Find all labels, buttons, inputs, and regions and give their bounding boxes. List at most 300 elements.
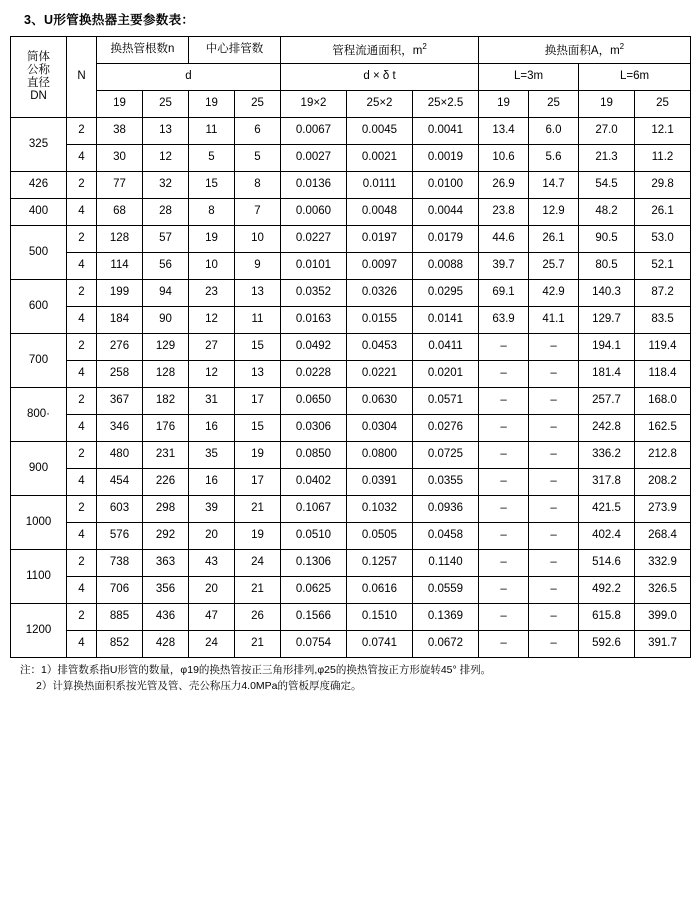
cell-heat-area-l6-19: 615.8: [579, 604, 635, 631]
cell-flow-area-25x2.5: 0.0041: [413, 118, 479, 145]
cell-heat-area-l6-19: 317.8: [579, 469, 635, 496]
cell-flow-area-19x2: 0.0101: [281, 253, 347, 280]
cell-heat-area-l3-25: –: [529, 442, 579, 469]
table-row: [11, 280, 691, 307]
cell-flow-area-25x2.5: 0.0100: [413, 172, 479, 199]
cell-flow-area-25x2.5: 0.0458: [413, 523, 479, 550]
header-flow-area: [281, 37, 479, 64]
cell-flow-area-19x2: 0.0492: [281, 334, 347, 361]
cell-flow-area-19x2: 0.1566: [281, 604, 347, 631]
cell-heat-area-l6-25: 273.9: [635, 496, 691, 523]
cell-flow-area-25x2: 0.0453: [347, 334, 413, 361]
header-n: N: [67, 37, 97, 118]
table-notes: [10, 663, 690, 695]
cell-heat-area-l6-25: 26.1: [635, 199, 691, 226]
cell-center-row-25: 7: [235, 199, 281, 226]
cell-heat-area-l3-19: –: [479, 631, 529, 658]
cell-heat-area-l3-25: –: [529, 577, 579, 604]
cell-center-row-19: 11: [189, 118, 235, 145]
cell-flow-area-19x2: 0.0754: [281, 631, 347, 658]
cell-heat-area-l6-25: 399.0: [635, 604, 691, 631]
cell-center-row-25: 21: [235, 577, 281, 604]
cell-flow-area-19x2: 0.0625: [281, 577, 347, 604]
cell-tube-count-19: 603: [97, 496, 143, 523]
table-body: [11, 118, 691, 658]
cell-heat-area-l3-19: 44.6: [479, 226, 529, 253]
cell-flow-area-25x2.5: 0.0559: [413, 577, 479, 604]
table-row: [11, 388, 691, 415]
cell-tube-count-25: 363: [143, 550, 189, 577]
cell-n: 2: [67, 172, 97, 199]
cell-heat-area-l6-25: 12.1: [635, 118, 691, 145]
cell-flow-area-25x2: 0.0155: [347, 307, 413, 334]
dn-line-1: 筒体: [27, 50, 50, 63]
cell-heat-area-l6-19: 21.3: [579, 145, 635, 172]
cell-center-row-19: 27: [189, 334, 235, 361]
cell-heat-area-l3-19: 26.9: [479, 172, 529, 199]
cell-heat-area-l6-25: 332.9: [635, 550, 691, 577]
header-sub-d: d: [97, 64, 281, 91]
cell-heat-area-l3-19: –: [479, 469, 529, 496]
cell-center-row-19: 16: [189, 469, 235, 496]
cell-n: 4: [67, 253, 97, 280]
cell-flow-area-19x2: 0.1306: [281, 550, 347, 577]
cell-center-row-19: 35: [189, 442, 235, 469]
cell-heat-area-l6-25: 212.8: [635, 442, 691, 469]
cell-heat-area-l3-19: –: [479, 604, 529, 631]
cell-flow-area-25x2.5: 0.0088: [413, 253, 479, 280]
table-row: [11, 442, 691, 469]
cell-tube-count-19: 68: [97, 199, 143, 226]
cell-heat-area-l6-19: 129.7: [579, 307, 635, 334]
table-row: [11, 577, 691, 604]
cell-flow-area-25x2: 0.0505: [347, 523, 413, 550]
cell-heat-area-l3-25: 42.9: [529, 280, 579, 307]
cell-n: 2: [67, 118, 97, 145]
cell-center-row-25: 15: [235, 334, 281, 361]
cell-heat-area-l6-19: 242.8: [579, 415, 635, 442]
cell-heat-area-l3-19: 13.4: [479, 118, 529, 145]
cell-center-row-19: 16: [189, 415, 235, 442]
cell-tube-count-19: 184: [97, 307, 143, 334]
header-tube-count: 换热管根数n: [97, 37, 189, 64]
cell-flow-area-25x2: 0.1510: [347, 604, 413, 631]
cell-center-row-19: 12: [189, 307, 235, 334]
cell-flow-area-25x2.5: 0.0672: [413, 631, 479, 658]
table-row: [11, 172, 691, 199]
cell-heat-area-l6-25: 119.4: [635, 334, 691, 361]
cell-flow-area-25x2: 0.1032: [347, 496, 413, 523]
header-dn: [11, 37, 67, 118]
flow-area-label: 管程流通面积，m: [332, 44, 423, 57]
header-col-6: 25×2.5: [413, 91, 479, 118]
cell-heat-area-l6-19: 421.5: [579, 496, 635, 523]
table-row: [11, 253, 691, 280]
cell-center-row-19: 10: [189, 253, 235, 280]
cell-n: 4: [67, 307, 97, 334]
cell-n: 4: [67, 469, 97, 496]
cell-center-row-19: 8: [189, 199, 235, 226]
cell-heat-area-l3-25: –: [529, 550, 579, 577]
cell-flow-area-25x2: 0.0097: [347, 253, 413, 280]
cell-heat-area-l6-19: 514.6: [579, 550, 635, 577]
cell-dn: 1000: [11, 496, 67, 550]
cell-heat-area-l6-19: 80.5: [579, 253, 635, 280]
cell-n: 4: [67, 523, 97, 550]
cell-heat-area-l3-25: 26.1: [529, 226, 579, 253]
cell-dn: 1100: [11, 550, 67, 604]
table-row: [11, 415, 691, 442]
cell-flow-area-25x2.5: 0.0179: [413, 226, 479, 253]
cell-tube-count-25: 129: [143, 334, 189, 361]
cell-flow-area-25x2: 0.0197: [347, 226, 413, 253]
cell-flow-area-25x2: 0.1257: [347, 550, 413, 577]
header-heat-area: [479, 37, 691, 64]
cell-flow-area-19x2: 0.0306: [281, 415, 347, 442]
cell-heat-area-l3-25: 5.6: [529, 145, 579, 172]
cell-heat-area-l3-19: –: [479, 388, 529, 415]
cell-heat-area-l6-25: 87.2: [635, 280, 691, 307]
cell-heat-area-l6-19: 402.4: [579, 523, 635, 550]
cell-tube-count-25: 292: [143, 523, 189, 550]
table-row: [11, 469, 691, 496]
cell-n: 4: [67, 631, 97, 658]
cell-n: 2: [67, 226, 97, 253]
cell-n: 2: [67, 604, 97, 631]
cell-tube-count-19: 30: [97, 145, 143, 172]
cell-tube-count-25: 12: [143, 145, 189, 172]
cell-center-row-25: 13: [235, 361, 281, 388]
cell-center-row-19: 5: [189, 145, 235, 172]
table-row: [11, 631, 691, 658]
cell-heat-area-l3-25: –: [529, 415, 579, 442]
cell-tube-count-25: 90: [143, 307, 189, 334]
cell-heat-area-l3-19: –: [479, 415, 529, 442]
header-sub-d-thickness: d × δ t: [281, 64, 479, 91]
cell-flow-area-25x2: 0.0391: [347, 469, 413, 496]
cell-heat-area-l3-25: 14.7: [529, 172, 579, 199]
cell-tube-count-19: 346: [97, 415, 143, 442]
cell-flow-area-19x2: 0.0163: [281, 307, 347, 334]
cell-flow-area-19x2: 0.1067: [281, 496, 347, 523]
cell-heat-area-l6-25: 11.2: [635, 145, 691, 172]
cell-dn: 400: [11, 199, 67, 226]
cell-flow-area-19x2: 0.0510: [281, 523, 347, 550]
cell-heat-area-l6-25: 208.2: [635, 469, 691, 496]
header-center-row-count: 中心排管数: [189, 37, 281, 64]
cell-heat-area-l6-25: 326.5: [635, 577, 691, 604]
cell-center-row-25: 5: [235, 145, 281, 172]
cell-tube-count-19: 706: [97, 577, 143, 604]
cell-heat-area-l6-25: 29.8: [635, 172, 691, 199]
cell-heat-area-l3-25: –: [529, 334, 579, 361]
cell-dn: 500: [11, 226, 67, 280]
table-row: [11, 550, 691, 577]
cell-dn: 800·: [11, 388, 67, 442]
cell-flow-area-19x2: 0.0027: [281, 145, 347, 172]
cell-center-row-25: 15: [235, 415, 281, 442]
header-row-columns: [11, 91, 691, 118]
cell-tube-count-25: 226: [143, 469, 189, 496]
cell-center-row-19: 47: [189, 604, 235, 631]
cell-heat-area-l3-25: 25.7: [529, 253, 579, 280]
cell-tube-count-25: 436: [143, 604, 189, 631]
cell-n: 4: [67, 361, 97, 388]
cell-n: 2: [67, 442, 97, 469]
cell-dn: 600: [11, 280, 67, 334]
cell-center-row-19: 20: [189, 577, 235, 604]
cell-n: 4: [67, 145, 97, 172]
cell-center-row-19: 23: [189, 280, 235, 307]
cell-flow-area-25x2.5: 0.0019: [413, 145, 479, 172]
header-row-groups: [11, 37, 691, 64]
cell-heat-area-l3-19: 63.9: [479, 307, 529, 334]
cell-flow-area-25x2: 0.0304: [347, 415, 413, 442]
cell-heat-area-l3-25: –: [529, 469, 579, 496]
cell-tube-count-25: 57: [143, 226, 189, 253]
cell-center-row-19: 20: [189, 523, 235, 550]
header-row-subgroups: [11, 64, 691, 91]
cell-heat-area-l6-19: 54.5: [579, 172, 635, 199]
cell-tube-count-25: 13: [143, 118, 189, 145]
cell-n: 4: [67, 577, 97, 604]
cell-center-row-25: 13: [235, 280, 281, 307]
cell-flow-area-19x2: 0.0067: [281, 118, 347, 145]
cell-heat-area-l6-19: 27.0: [579, 118, 635, 145]
cell-heat-area-l3-19: 10.6: [479, 145, 529, 172]
cell-n: 2: [67, 496, 97, 523]
cell-flow-area-19x2: 0.0352: [281, 280, 347, 307]
cell-center-row-19: 24: [189, 631, 235, 658]
header-col-4: 19×2: [281, 91, 347, 118]
cell-heat-area-l3-25: 41.1: [529, 307, 579, 334]
cell-flow-area-25x2: 0.0800: [347, 442, 413, 469]
cell-tube-count-19: 114: [97, 253, 143, 280]
header-col-3: 25: [235, 91, 281, 118]
table-row: [11, 226, 691, 253]
cell-dn: 700: [11, 334, 67, 388]
cell-n: 4: [67, 415, 97, 442]
cell-dn: 1200: [11, 604, 67, 658]
cell-tube-count-25: 56: [143, 253, 189, 280]
cell-tube-count-19: 480: [97, 442, 143, 469]
cell-flow-area-25x2.5: 0.0355: [413, 469, 479, 496]
cell-tube-count-19: 852: [97, 631, 143, 658]
cell-heat-area-l3-19: –: [479, 577, 529, 604]
cell-tube-count-25: 28: [143, 199, 189, 226]
cell-tube-count-25: 298: [143, 496, 189, 523]
cell-n: 2: [67, 550, 97, 577]
cell-flow-area-25x2: 0.0045: [347, 118, 413, 145]
cell-n: 2: [67, 280, 97, 307]
cell-heat-area-l3-19: –: [479, 550, 529, 577]
cell-heat-area-l3-19: 39.7: [479, 253, 529, 280]
cell-heat-area-l6-25: 53.0: [635, 226, 691, 253]
cell-center-row-19: 39: [189, 496, 235, 523]
cell-tube-count-25: 428: [143, 631, 189, 658]
cell-flow-area-25x2: 0.0630: [347, 388, 413, 415]
cell-heat-area-l6-19: 336.2: [579, 442, 635, 469]
cell-n: 2: [67, 334, 97, 361]
cell-dn: 426: [11, 172, 67, 199]
cell-heat-area-l3-25: –: [529, 388, 579, 415]
cell-flow-area-25x2: 0.0326: [347, 280, 413, 307]
cell-tube-count-19: 258: [97, 361, 143, 388]
cell-center-row-19: 43: [189, 550, 235, 577]
cell-flow-area-25x2.5: 0.0141: [413, 307, 479, 334]
cell-tube-count-25: 128: [143, 361, 189, 388]
cell-tube-count-25: 182: [143, 388, 189, 415]
table-row: [11, 496, 691, 523]
header-sub-length-6m: L=6m: [579, 64, 691, 91]
cell-heat-area-l6-25: 118.4: [635, 361, 691, 388]
cell-flow-area-25x2.5: 0.1369: [413, 604, 479, 631]
cell-center-row-19: 12: [189, 361, 235, 388]
cell-flow-area-25x2: 0.0048: [347, 199, 413, 226]
cell-flow-area-25x2.5: 0.0044: [413, 199, 479, 226]
cell-heat-area-l6-25: 268.4: [635, 523, 691, 550]
cell-heat-area-l6-19: 90.5: [579, 226, 635, 253]
cell-heat-area-l3-19: –: [479, 442, 529, 469]
table-row: [11, 307, 691, 334]
heat-area-exponent: 2: [619, 41, 625, 51]
cell-center-row-25: 6: [235, 118, 281, 145]
cell-heat-area-l6-19: 48.2: [579, 199, 635, 226]
cell-center-row-25: 24: [235, 550, 281, 577]
cell-heat-area-l6-19: 140.3: [579, 280, 635, 307]
cell-tube-count-19: 199: [97, 280, 143, 307]
cell-flow-area-25x2: 0.0616: [347, 577, 413, 604]
cell-center-row-25: 17: [235, 388, 281, 415]
dn-line-2: 公称: [27, 63, 50, 76]
cell-flow-area-19x2: 0.0402: [281, 469, 347, 496]
cell-tube-count-19: 738: [97, 550, 143, 577]
header-col-7: 19: [479, 91, 529, 118]
cell-center-row-25: 11: [235, 307, 281, 334]
note-line-1: 注：1）排管数系指U形管的数量，φ19的换热管按正三角形排列,φ25的换热管按正方形旋转45° 排列。: [20, 664, 492, 676]
cell-flow-area-25x2.5: 0.0725: [413, 442, 479, 469]
cell-flow-area-25x2: 0.0741: [347, 631, 413, 658]
cell-heat-area-l3-25: –: [529, 496, 579, 523]
cell-flow-area-25x2: 0.0221: [347, 361, 413, 388]
cell-heat-area-l6-25: 168.0: [635, 388, 691, 415]
cell-flow-area-19x2: 0.0850: [281, 442, 347, 469]
table-row: [11, 361, 691, 388]
cell-heat-area-l3-25: –: [529, 523, 579, 550]
cell-flow-area-25x2.5: 0.0936: [413, 496, 479, 523]
cell-n: 4: [67, 199, 97, 226]
cell-flow-area-19x2: 0.0650: [281, 388, 347, 415]
header-col-0: 19: [97, 91, 143, 118]
cell-heat-area-l3-25: –: [529, 631, 579, 658]
cell-tube-count-19: 128: [97, 226, 143, 253]
page-title: 3、U形管换热器主要参数表：: [24, 13, 195, 27]
cell-flow-area-19x2: 0.0228: [281, 361, 347, 388]
cell-tube-count-19: 885: [97, 604, 143, 631]
cell-center-row-25: 26: [235, 604, 281, 631]
table-row: [11, 199, 691, 226]
cell-center-row-25: 19: [235, 523, 281, 550]
table-row: [11, 118, 691, 145]
cell-flow-area-25x2.5: 0.1140: [413, 550, 479, 577]
cell-tube-count-25: 176: [143, 415, 189, 442]
table-row: [11, 145, 691, 172]
cell-heat-area-l3-19: 69.1: [479, 280, 529, 307]
cell-tube-count-19: 38: [97, 118, 143, 145]
cell-heat-area-l3-19: –: [479, 496, 529, 523]
cell-flow-area-25x2.5: 0.0276: [413, 415, 479, 442]
cell-center-row-25: 8: [235, 172, 281, 199]
cell-flow-area-25x2.5: 0.0201: [413, 361, 479, 388]
cell-heat-area-l3-25: –: [529, 361, 579, 388]
header-col-8: 25: [529, 91, 579, 118]
cell-flow-area-19x2: 0.0060: [281, 199, 347, 226]
dn-line-3: 直径: [27, 77, 50, 89]
cell-tube-count-25: 231: [143, 442, 189, 469]
cell-heat-area-l6-19: 492.2: [579, 577, 635, 604]
header-col-1: 25: [143, 91, 189, 118]
cell-center-row-19: 31: [189, 388, 235, 415]
cell-heat-area-l3-19: –: [479, 523, 529, 550]
cell-tube-count-19: 367: [97, 388, 143, 415]
header-sub-length-3m: L=3m: [479, 64, 579, 91]
cell-heat-area-l6-19: 194.1: [579, 334, 635, 361]
header-col-2: 19: [189, 91, 235, 118]
cell-heat-area-l6-25: 83.5: [635, 307, 691, 334]
cell-heat-area-l6-25: 391.7: [635, 631, 691, 658]
heat-area-label: 换热面积A，m: [544, 44, 620, 57]
flow-area-exponent: 2: [422, 41, 427, 51]
cell-center-row-25: 10: [235, 226, 281, 253]
cell-flow-area-25x2: 0.0021: [347, 145, 413, 172]
cell-flow-area-25x2: 0.0111: [347, 172, 413, 199]
cell-heat-area-l6-25: 52.1: [635, 253, 691, 280]
cell-heat-area-l3-25: 12.9: [529, 199, 579, 226]
cell-center-row-25: 21: [235, 496, 281, 523]
cell-tube-count-19: 77: [97, 172, 143, 199]
cell-center-row-25: 17: [235, 469, 281, 496]
cell-center-row-25: 21: [235, 631, 281, 658]
header-col-10: 25: [635, 91, 691, 118]
cell-flow-area-19x2: 0.0136: [281, 172, 347, 199]
cell-tube-count-25: 94: [143, 280, 189, 307]
table-row: [11, 604, 691, 631]
cell-center-row-25: 19: [235, 442, 281, 469]
cell-heat-area-l6-19: 181.4: [579, 361, 635, 388]
cell-flow-area-25x2.5: 0.0411: [413, 334, 479, 361]
cell-tube-count-19: 276: [97, 334, 143, 361]
cell-dn: 900: [11, 442, 67, 496]
header-col-9: 19: [579, 91, 635, 118]
header-col-5: 25×2: [347, 91, 413, 118]
cell-flow-area-19x2: 0.0227: [281, 226, 347, 253]
table-header: [11, 37, 691, 118]
cell-n: 2: [67, 388, 97, 415]
cell-tube-count-19: 576: [97, 523, 143, 550]
cell-dn: 325: [11, 118, 67, 172]
dn-line-4: DN: [30, 90, 47, 103]
table-row: [11, 523, 691, 550]
cell-flow-area-25x2.5: 0.0295: [413, 280, 479, 307]
note-line-2: 2）计算换热面积系按光管及管、壳公称压力4.0MPa的管板厚度确定。: [36, 679, 362, 692]
table-row: [11, 334, 691, 361]
cell-heat-area-l3-25: 6.0: [529, 118, 579, 145]
cell-heat-area-l6-25: 162.5: [635, 415, 691, 442]
cell-heat-area-l3-19: 23.8: [479, 199, 529, 226]
cell-heat-area-l6-19: 592.6: [579, 631, 635, 658]
cell-tube-count-19: 454: [97, 469, 143, 496]
cell-center-row-19: 15: [189, 172, 235, 199]
